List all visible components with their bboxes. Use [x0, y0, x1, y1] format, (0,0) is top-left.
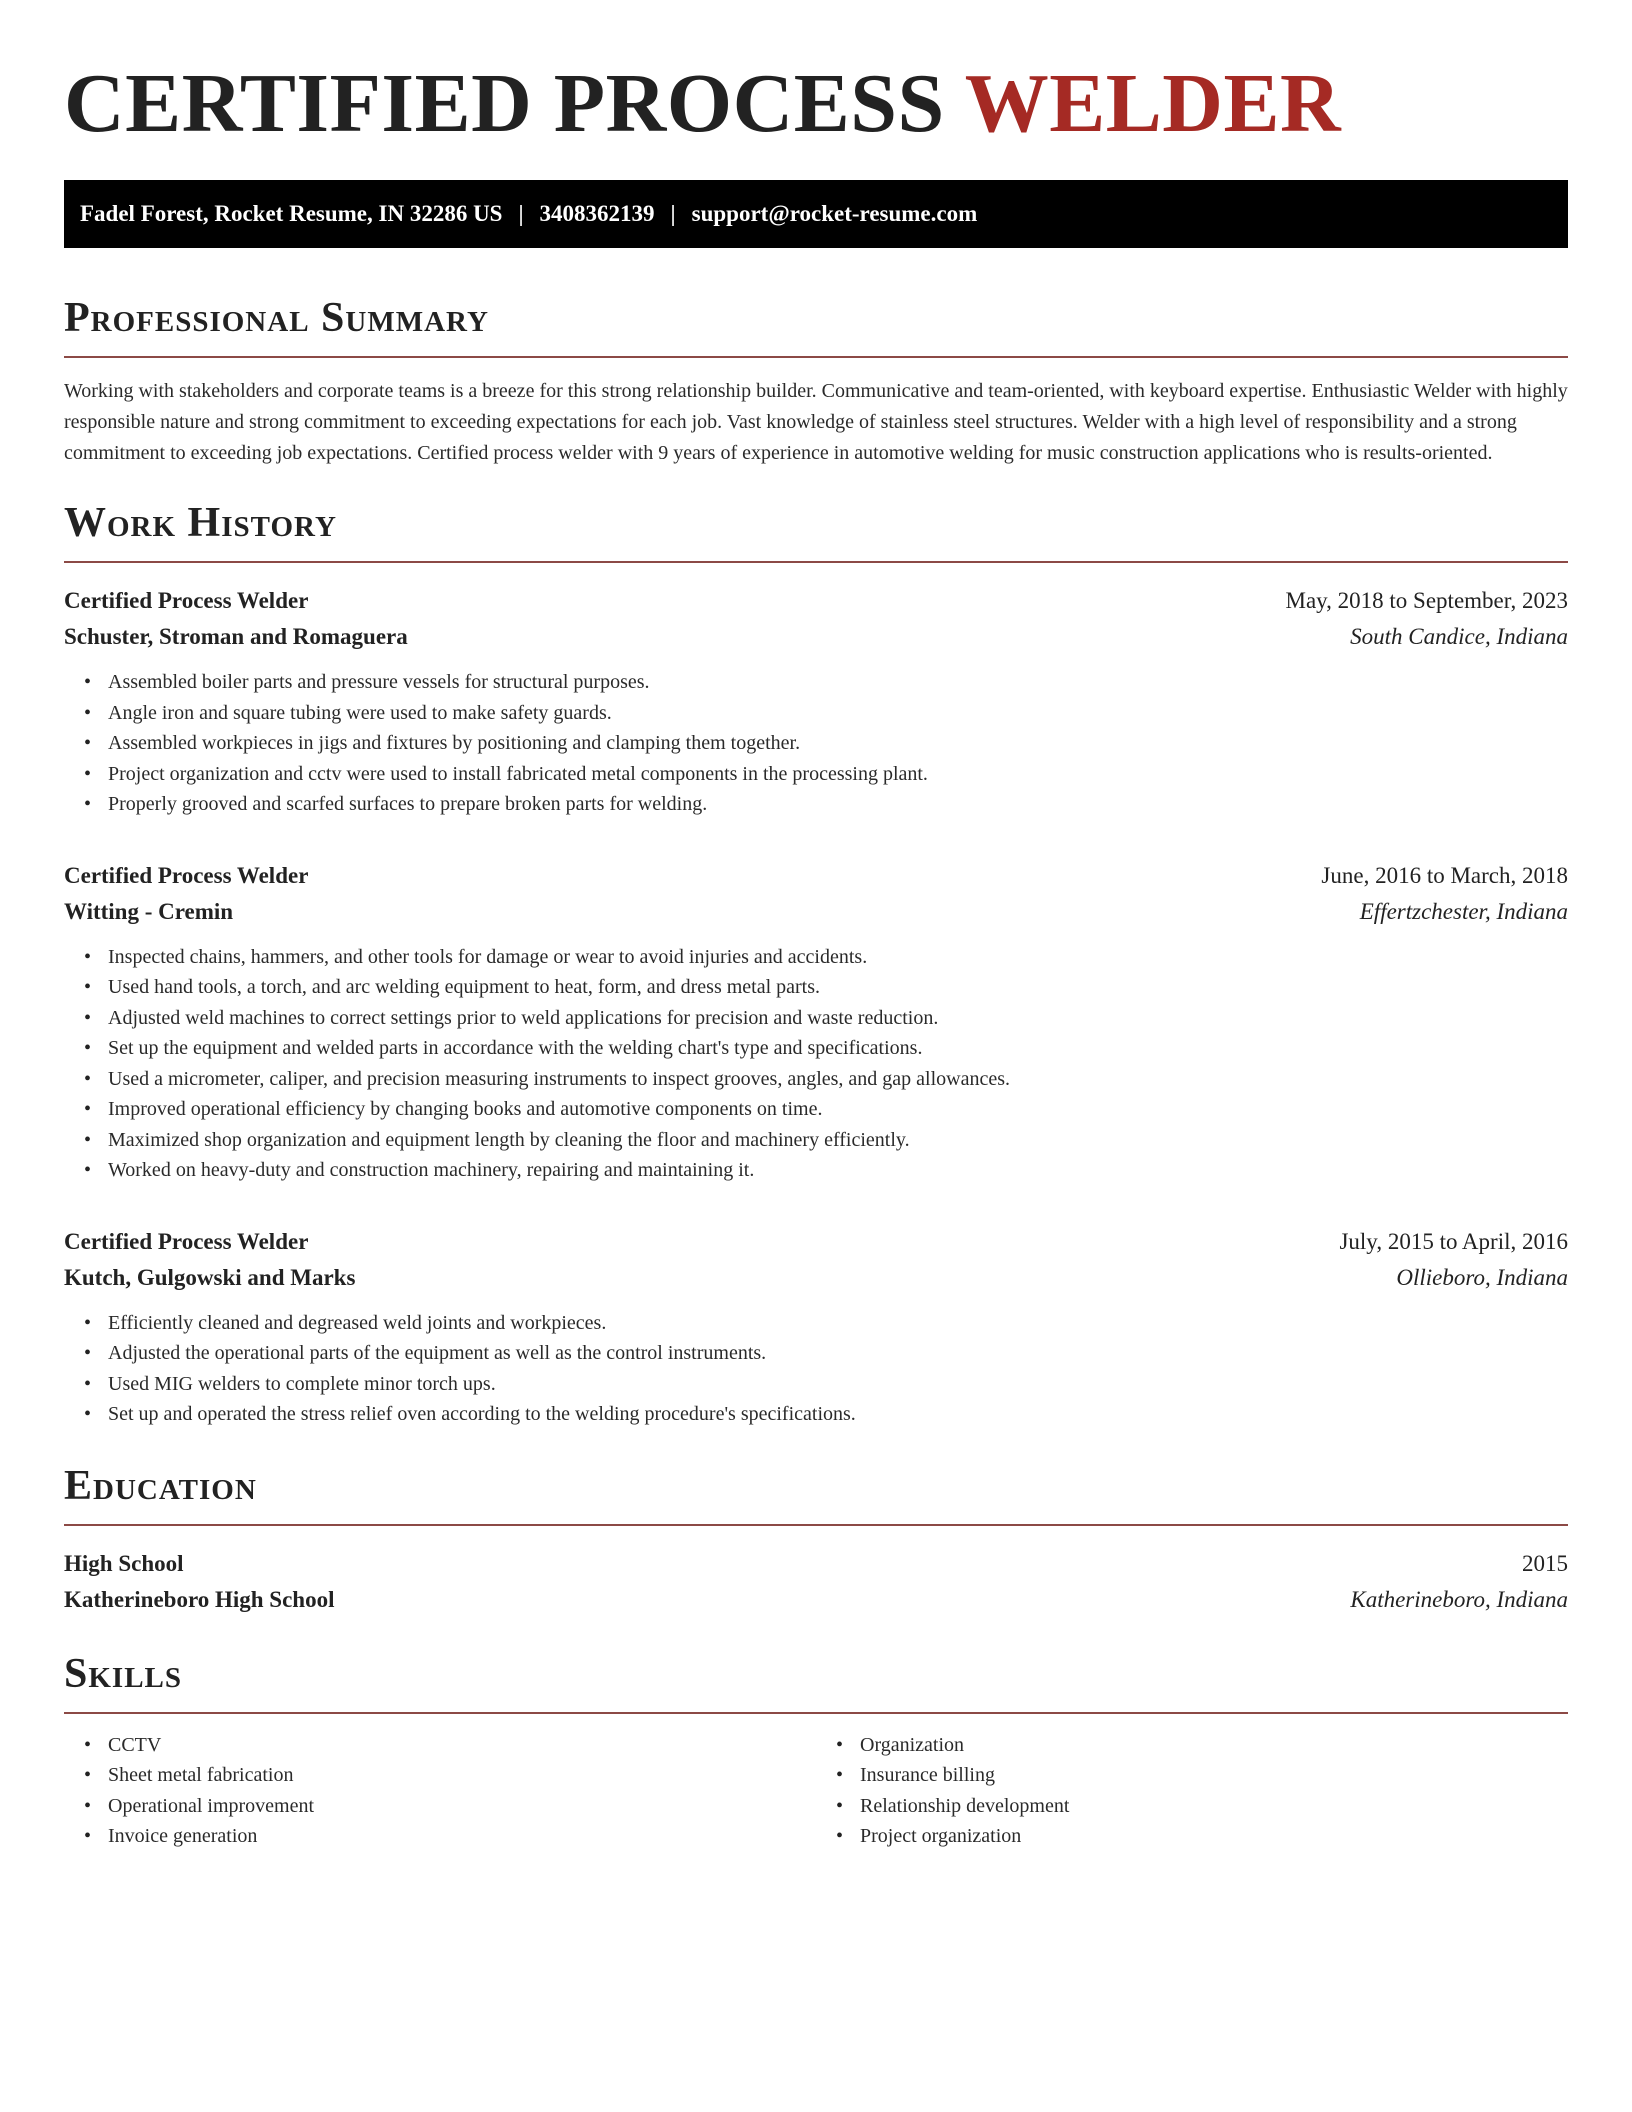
job-company: Schuster, Stroman and Romaguera [64, 624, 408, 649]
contact-bar [64, 180, 1568, 248]
job-location: South Candice, Indiana [1350, 624, 1568, 649]
job-dates: July, 2015 to April, 2016 [1339, 1228, 1568, 1254]
contact-separator: | [518, 201, 524, 226]
job-duties-list [64, 942, 1568, 1186]
job-entry [64, 583, 1568, 820]
job-dates: June, 2016 to March, 2018 [1321, 862, 1568, 888]
job-company-row [64, 619, 1568, 655]
job-role: Certified Process Welder [64, 588, 309, 613]
contact-email[interactable]: support@rocket-resume.com [691, 201, 978, 226]
skill-item: • Organization [860, 1730, 1568, 1761]
job-entry [64, 858, 1568, 1186]
section-divider [64, 1524, 1568, 1526]
job-company: Kutch, Gulgowski and Marks [64, 1264, 356, 1290]
list-item: • Used hand tools, a torch, and arc welding equipment to heat, form, and dress metal parts. [108, 972, 1568, 1003]
job-header-row [64, 1224, 1568, 1260]
education-header-row [64, 1546, 1568, 1582]
job-duties-list [64, 1308, 1568, 1430]
skill-item: • CCTV [108, 1730, 816, 1761]
job-role: Certified Process Welder [64, 862, 309, 888]
section-title-work-history: Work History [64, 500, 337, 546]
summary-section [64, 294, 1568, 469]
section-title-summary: Professional Summary [64, 295, 489, 341]
work-history-section [64, 499, 1568, 1430]
job-location: Ollieboro, Indiana [1396, 1264, 1568, 1290]
skill-item: • Project organization [860, 1821, 1568, 1852]
list-item: • Used MIG welders to complete minor torch ups. [108, 1369, 1568, 1400]
job-header-row [64, 858, 1568, 894]
job-dates: May, 2018 to September, 2023 [1285, 588, 1568, 613]
skill-item: • Operational improvement [108, 1791, 816, 1822]
contact-address: Fadel Forest, Rocket Resume, IN 32286 US [80, 201, 503, 226]
job-role: Certified Process Welder [64, 1228, 309, 1254]
section-divider [64, 356, 1568, 358]
skills-column-right [816, 1730, 1568, 1852]
list-item: • Assembled boiler parts and pressure vessels for structural purposes. [108, 667, 1568, 698]
section-title-education: Education [64, 1462, 257, 1509]
education-location: Katherineboro, Indiana [1350, 1586, 1568, 1612]
education-entry [64, 1546, 1568, 1618]
job-location: Effertzchester, Indiana [1359, 898, 1568, 924]
list-item: • Adjusted weld machines to correct settings prior to weld applications for precision and waste reduction. [108, 1003, 1568, 1034]
list-item: • Inspected chains, hammers, and other tools for damage or wear to avoid injuries and accidents. [108, 942, 1568, 973]
education-school-row [64, 1582, 1568, 1618]
list-item: • Used a micrometer, caliper, and precision measuring instruments to inspect grooves, angles, and gap allowances. [108, 1064, 1568, 1095]
list-item: • Angle iron and square tubing were used to make safety guards. [108, 698, 1568, 729]
job-company: Witting - Cremin [64, 898, 234, 924]
summary-text: Working with stakeholders and corporate teams is a breeze for this strong relationship builder. Communicative and team-oriented, with keyboard expertise. Enthusiastic Welder with highly responsible nature and strong commitment to exceeding expectations for each job. Vast knowledge of stainless steel structures. Welder with a high level of responsibility and a strong commitment to exceeding job expectations. Certified process welder with 9 years of experience in automotive welding for music construction applications who is results-oriented. [64, 380, 1568, 464]
skills-grid [64, 1730, 1568, 1852]
job-duties-list [64, 667, 1568, 820]
section-title-skills: Skills [64, 1650, 183, 1697]
list-item: • Set up and operated the stress relief oven according to the welding procedure's specifications. [108, 1399, 1568, 1430]
skill-item: • Relationship development [860, 1791, 1568, 1822]
section-divider [64, 1712, 1568, 1714]
list-item: • Adjusted the operational parts of the equipment as well as the control instruments. [108, 1338, 1568, 1369]
list-item: • Worked on heavy-duty and construction machinery, repairing and maintaining it. [108, 1155, 1568, 1186]
list-item: • Maximized shop organization and equipment length by cleaning the floor and machinery efficiently. [108, 1125, 1568, 1156]
skills-column-left [64, 1730, 816, 1852]
list-item: • Properly grooved and scarfed surfaces to prepare broken parts for welding. [108, 789, 1568, 820]
skill-item: • Invoice generation [108, 1821, 816, 1852]
skills-list-right [816, 1730, 1568, 1852]
education-degree: High School [64, 1550, 184, 1576]
title-accent: WELDER [964, 57, 1342, 150]
skill-item: • Sheet metal fabrication [108, 1760, 816, 1791]
contact-phone[interactable]: 3408362139 [539, 201, 655, 226]
list-item: • Assembled workpieces in jigs and fixtures by positioning and clamping them together. [108, 728, 1568, 759]
list-item: • Improved operational efficiency by changing books and automotive components on time. [108, 1094, 1568, 1125]
skill-item: • Insurance billing [860, 1760, 1568, 1791]
skills-section [64, 1650, 1568, 1852]
contact-separator: | [670, 201, 676, 226]
education-year: 2015 [1522, 1550, 1568, 1576]
section-divider [64, 561, 1568, 563]
job-entry [64, 1224, 1568, 1430]
list-item: • Efficiently cleaned and degreased weld joints and workpieces. [108, 1308, 1568, 1339]
list-item: • Project organization and cctv were used to install fabricated metal components in the processing plant. [108, 759, 1568, 790]
job-header-row [64, 583, 1568, 619]
job-company-row [64, 1260, 1568, 1296]
title-main: CERTIFIED PROCESS [64, 57, 965, 150]
education-school: Katherineboro High School [64, 1586, 335, 1612]
list-item: • Set up the equipment and welded parts in accordance with the welding chart's type and specifications. [108, 1033, 1568, 1064]
skills-list-left [64, 1730, 816, 1852]
education-section [64, 1462, 1568, 1618]
candidate-title [64, 58, 1568, 150]
job-company-row [64, 894, 1568, 930]
